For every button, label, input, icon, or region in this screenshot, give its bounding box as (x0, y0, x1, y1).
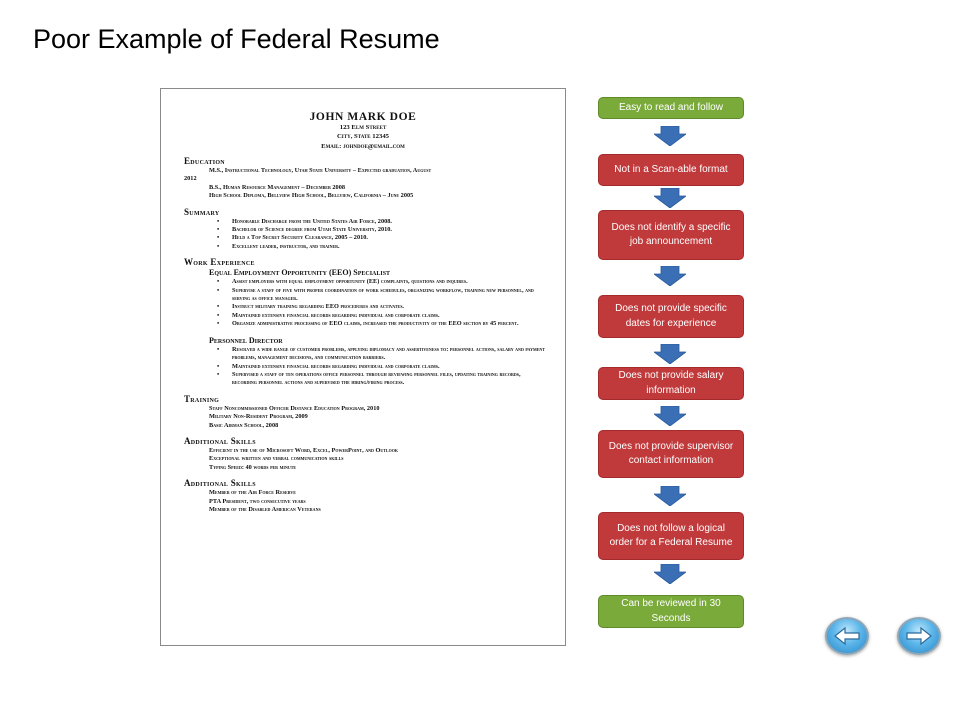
back-button[interactable] (825, 617, 869, 655)
job-duty: • Instruct military training regarding EEO procedures and activates. (232, 303, 551, 311)
flow-box-no-supervisor-contact: Does not provide supervisor contact information (598, 430, 744, 478)
education-line: B.S., Human Resource Management – December 2008 (209, 183, 345, 191)
summary-list (184, 218, 551, 252)
slide-title: Poor Example of Federal Resume (33, 24, 440, 54)
flow-box-easy-to-read: Easy to read and follow (598, 97, 744, 119)
job-duties-list (184, 278, 551, 328)
flow-box-not-scannable: Not in a Scan-able format (598, 154, 744, 186)
summary-item: • Bachelor of Science degree from Utah State University, 2010. (232, 226, 551, 234)
right-arrow-icon (906, 626, 932, 646)
job-duty: • Supervise a staff of five with proper coordination of work schedules, organizing workflow, training new personnel, and serving as office manager. (232, 287, 551, 304)
education-line: 2012 (184, 175, 197, 183)
next-button[interactable] (897, 617, 941, 655)
skills2-line: PTA President, two consecutive years (209, 497, 306, 505)
down-arrow-icon (654, 564, 686, 584)
summary-heading: Summary (184, 206, 220, 217)
job-duties-list (184, 346, 551, 388)
down-arrow-icon (654, 266, 686, 286)
summary-item: • Excellent leader, instructor, and trainer. (232, 243, 551, 251)
flow-box-reviewed-30-seconds: Can be reviewed in 30 Seconds (598, 595, 744, 628)
resume-name: JOHN MARK DOE (309, 111, 417, 123)
skills2-line: Member of the Disabled American Veterans (209, 505, 321, 513)
skills-line: Typing Speed: 40 words per minute (209, 463, 297, 471)
job-duty: • Supervised a staff of ten operations office personnel through reviewing personnel files, updating training records, recording personnel actions and supervised the hiring/firing process. (232, 371, 551, 388)
training-line: Basic Airman School, 2008 (209, 421, 279, 429)
resume-street: 123 Elm Street (339, 124, 387, 131)
job-duty: • Assist employers with equal employment opportunity (EE) complaints, questions and inquires. (232, 278, 551, 286)
work-heading: Work Experience (184, 257, 255, 268)
skills-line: Exceptional written and verbal communication skills (209, 455, 344, 463)
summary-item: • Held a Top Secret Security Clearance, 2005 – 2010. (232, 234, 551, 242)
left-arrow-icon (834, 626, 860, 646)
training-line: Staff Noncommissioned Officer Distance Education Program, 2010 (209, 404, 380, 412)
flow-box-no-logical-order: Does not follow a logical order for a Federal Resume (598, 512, 744, 560)
flow-box-no-specific-dates: Does not provide specific dates for experience (598, 295, 744, 338)
job-duty: • Resolved a wide range of customer problems, applying diplomacy and assertiveness to: personnel actions, salary and payment problems, management decisions, and communication barriers. (232, 346, 551, 363)
job-duty: • Organize administrative processing of EEO claims, increased the productivity of the EEO section by 45 percent. (232, 320, 551, 328)
down-arrow-icon (654, 406, 686, 426)
flow-box-no-salary-info: Does not provide salary information (598, 367, 744, 400)
down-arrow-icon (654, 126, 686, 146)
job-title: Equal Employment Opportunity (EEO) Specialist (209, 268, 391, 278)
skills-heading: Additional Skills (184, 435, 256, 446)
training-heading: Training (184, 393, 220, 404)
skills2-heading: Additional Skills (184, 478, 256, 489)
resume-body (184, 155, 551, 514)
skills-line: Efficient in the use of Microsoft Word, Excel, PowerPoint, and Outlook (209, 446, 398, 454)
training-line: Military Non-Resident Program, 2009 (209, 413, 308, 421)
resume-email: Email: johndoe@email.com (321, 142, 405, 150)
down-arrow-icon (654, 188, 686, 208)
job-title: Personnel Director (209, 335, 283, 345)
down-arrow-icon (654, 344, 686, 364)
job-duty: • Maintained extensive financial records regarding individual and corporate claims. (232, 363, 551, 371)
flow-box-no-job-announcement: Does not identify a specific job announcement (598, 210, 744, 260)
resume-city: City, State 12345 (336, 133, 390, 141)
job-duty: • Maintained extensive financial records regarding individual and corporate claims. (232, 312, 551, 320)
summary-item: • Honorable Discharge from the United States Air Force, 2008. (232, 218, 551, 226)
resume-header (161, 111, 565, 151)
education-heading: Education (184, 156, 225, 166)
education-line: M.S., Instructional Technology, Utah State University – Expected graduation, August (209, 167, 432, 174)
education-line: High School Diploma, Bellview High School, Bellview, California – June 2005 (209, 192, 414, 200)
down-arrow-icon (654, 486, 686, 506)
resume-document (160, 88, 566, 646)
skills2-line: Member of the Air Force Reserve (209, 489, 296, 497)
